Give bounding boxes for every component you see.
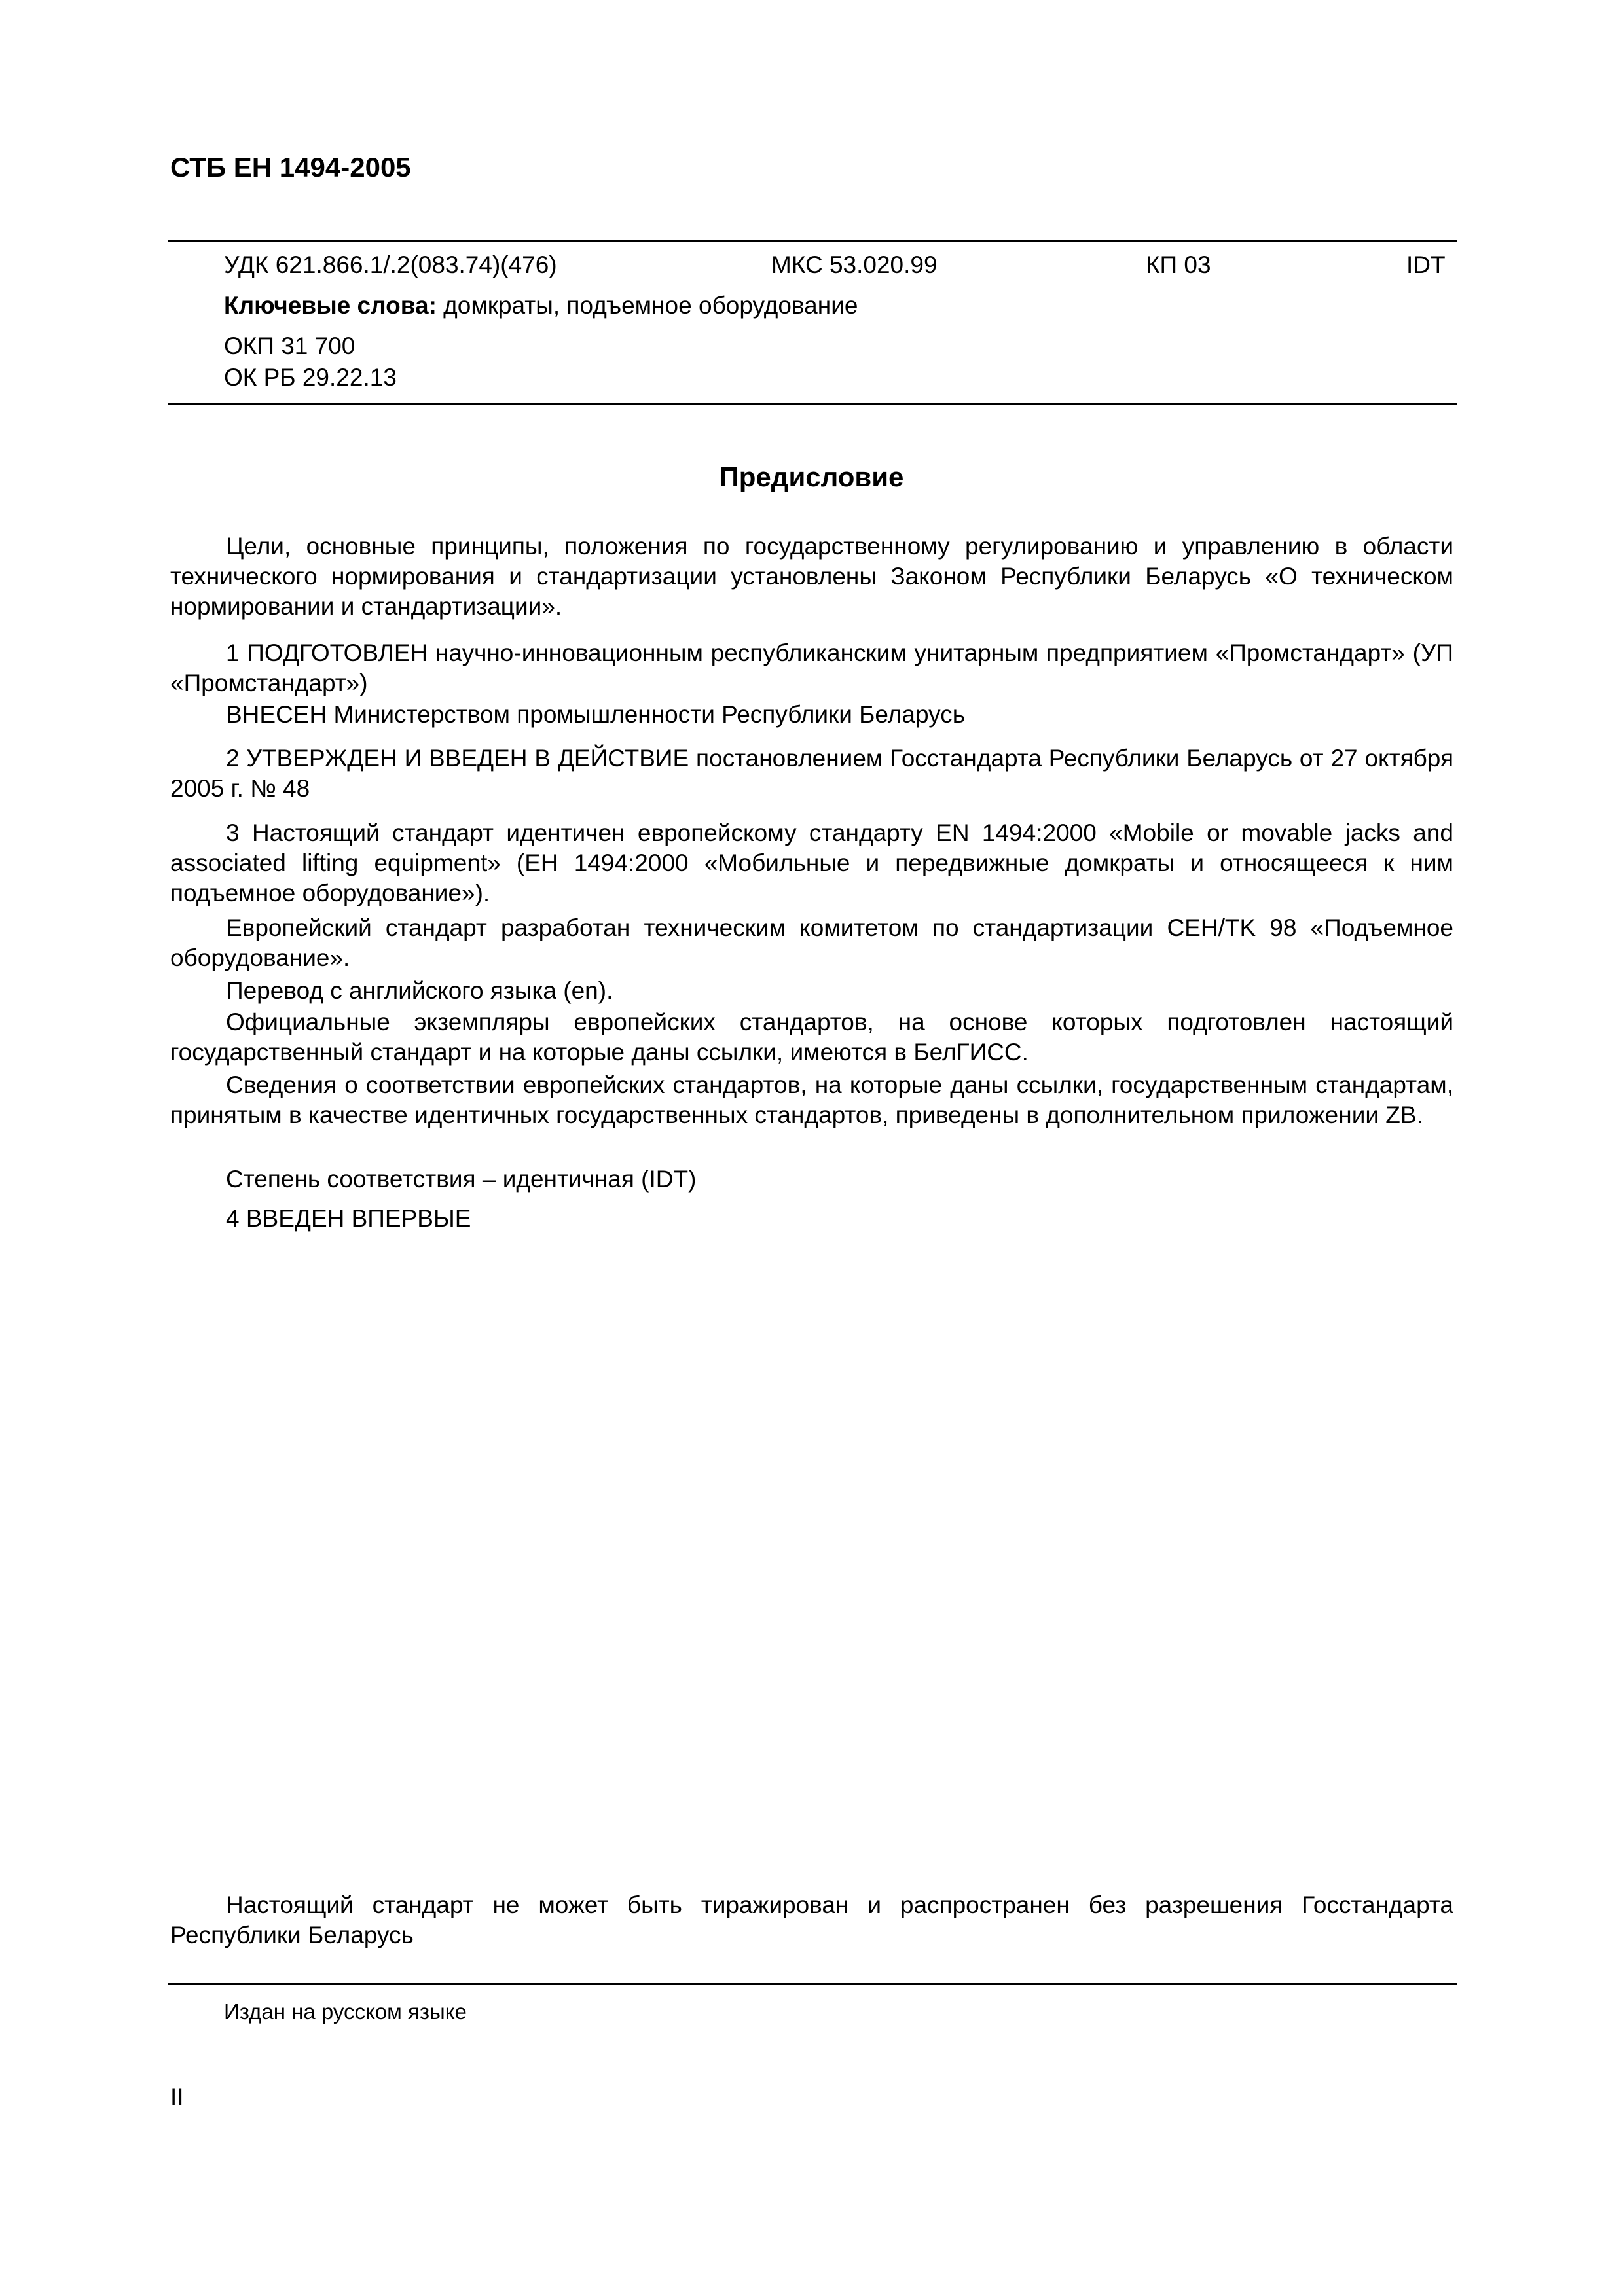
foreword-title: Предисловие	[719, 461, 904, 492]
publication-language: Издан на русском языке	[224, 2000, 467, 2024]
foreword-paragraph: 1 ПОДГОТОВЛЕН научно-инновационным республиканским унитарным предприятием «Промстандарт» (УП «Промстандарт»)	[170, 639, 1453, 696]
document-id: СТБ ЕН 1494-2005	[170, 152, 411, 183]
kp-code: КП 03	[1146, 251, 1211, 278]
foreword-paragraph: ВНЕСЕН Министерством промышленности Республики Беларусь	[226, 701, 965, 728]
copyright-notice: Настоящий стандарт не может быть тиражирован и распространен без разрешения Госстандарта Республики Беларусь	[170, 1892, 1453, 1948]
keywords-label: Ключевые слова:	[224, 292, 437, 319]
page-number: II	[170, 2083, 184, 2110]
foreword-paragraph: Перевод с английского языка (en).	[226, 977, 613, 1004]
foreword-paragraph: Официальные экземпляры европейских стандартов, на основе которых подготовлен настоящий государственный стандарт и на которые даны ссылки, имеются в БелГИСС.	[170, 1009, 1453, 1066]
keywords-line	[224, 293, 858, 317]
ok-rb-code: ОК РБ 29.22.13	[224, 364, 397, 391]
classification-bottom-rule	[168, 403, 1457, 405]
udk-code: УДК 621.866.1/.2(083.74)(476)	[224, 251, 557, 278]
foreword-paragraph: 4 ВВЕДЕН ВПЕРВЫЕ	[226, 1205, 471, 1232]
keywords-value: домкраты, подъемное оборудование	[436, 292, 858, 319]
foreword-paragraph: Европейский стандарт разработан техническим комитетом по стандартизации CEH/TK 98 «Подъемное оборудование».	[170, 914, 1453, 971]
foreword-paragraph: Цели, основные принципы, положения по государственному регулированию и управлению в области технического нормирования и стандартизации установлены Законом Республики Беларусь «О техническом нормировании и стандартизации».	[170, 533, 1453, 620]
foreword-paragraph: 2 УТВЕРЖДЕН И ВВЕДЕН В ДЕЙСТВИЕ постановлением Госстандарта Республики Беларусь от 27 октября 2005 г. № 48	[170, 745, 1453, 802]
okp-code: ОКП 31 700	[224, 332, 356, 359]
footer-rule	[168, 1983, 1457, 1985]
foreword-paragraph: 3 Настоящий стандарт идентичен европейскому стандарту EN 1494:2000 «Mobile or movable jacks and associated lifting equipment» (ЕН 1494:2000 «Мобильные и передвижные домкраты и относящееся к ним подъемное оборудование»).	[170, 819, 1453, 906]
foreword-paragraph: Сведения о соответствии европейских стандартов, на которые даны ссылки, государственным стандартам, принятым в качестве идентичных государственных стандартов, приведены в дополнительном приложении ZB.	[170, 1071, 1453, 1128]
mks-code: МКС 53.020.99	[771, 251, 938, 278]
degree-code: IDT	[1406, 251, 1446, 278]
foreword-paragraph: Степень соответствия – идентичная (IDT)	[226, 1166, 697, 1193]
top-rule	[168, 240, 1457, 242]
